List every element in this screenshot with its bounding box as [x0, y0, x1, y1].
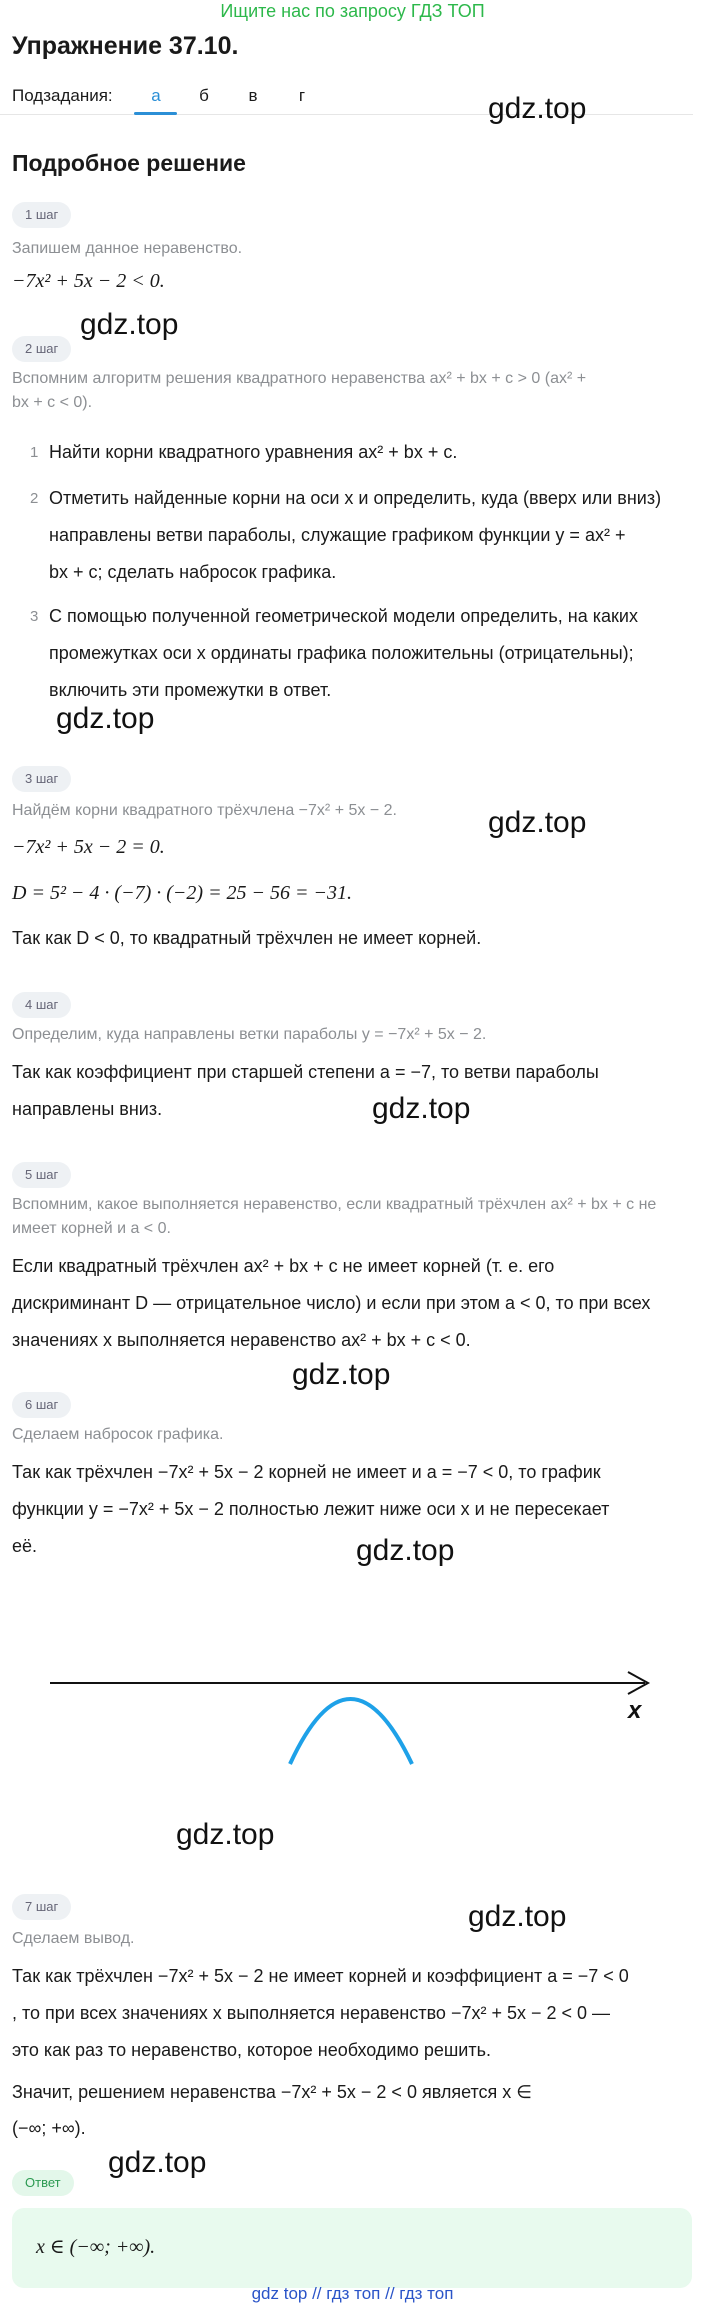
- step-text: Так как D < 0, то квадратный трёхчлен не имеет корней.: [12, 928, 482, 948]
- step-text: Значит, решением неравенства −7x² + 5x − 2 < 0 является x ∈: [12, 2082, 532, 2102]
- list-item: bx + c; сделать набросок графика.: [49, 562, 337, 582]
- step-text: Так как коэффициент при старшей степени a = −7, то ветви параболы: [12, 1062, 599, 1082]
- step-badge: 1 шаг: [12, 202, 71, 228]
- list-item: С помощью полученной геометрической модели определить, на каких: [49, 606, 638, 626]
- list-item: Найти корни квадратного уравнения ax² + bx + c.: [49, 442, 458, 462]
- watermark: gdz.top: [108, 2146, 207, 2179]
- step-caption: Запишем данное неравенство.: [12, 240, 243, 257]
- step-math: D = 5² − 4 · (−7) · (−2) = 25 − 56 = −31.: [12, 882, 353, 904]
- step-text: направлены вниз.: [12, 1099, 163, 1119]
- step-text: Так как трёхчлен −7x² + 5x − 2 не имеет корней и коэффициент a = −7 < 0: [12, 1966, 629, 1986]
- subtask-tab-g[interactable]: г: [298, 86, 306, 105]
- step-text: это как раз то неравенство, которое необходимо решить.: [12, 2040, 491, 2060]
- step-text: дискриминант D — отрицательное число) и если при этом a < 0, то при всех: [12, 1293, 651, 1313]
- step-caption: имеет корней и a < 0.: [12, 1220, 171, 1237]
- step-text: её.: [12, 1536, 38, 1556]
- watermark: gdz.top: [176, 1818, 275, 1851]
- step-badge: 3 шаг: [12, 766, 71, 792]
- page-title: Упражнение 37.10.: [12, 32, 239, 60]
- x-axis-label: x: [628, 1697, 642, 1724]
- step-math: −7x² + 5x − 2 < 0.: [12, 270, 165, 292]
- watermark: gdz.top: [468, 1900, 567, 1933]
- step-caption: Сделаем набросок графика.: [12, 1426, 224, 1443]
- step-caption: Вспомним алгоритм решения квадратного неравенства ax² + bx + c > 0 (ax² +: [12, 370, 587, 387]
- step-caption: Сделаем вывод.: [12, 1930, 135, 1947]
- top-banner[interactable]: Ищите нас по запросу ГДЗ ТОП: [220, 1, 485, 21]
- step-caption: Найдём корни квадратного трёхчлена −7x² + 5x − 2.: [12, 802, 397, 819]
- answer-badge: Ответ: [12, 2170, 74, 2196]
- section-title: Подробное решение: [12, 150, 246, 176]
- step-caption: Вспомним, какое выполняется неравенство, если квадратный трёхчлен ax² + bx + c не: [12, 1196, 657, 1213]
- tabs-divider: [0, 114, 693, 115]
- list-number: 3: [30, 608, 39, 625]
- step-caption: bx + c < 0).: [12, 394, 93, 411]
- list-item: промежутках оси x ординаты графика положительны (отрицательны);: [49, 643, 634, 663]
- subtask-tab-a[interactable]: а: [151, 86, 161, 105]
- list-number: 2: [30, 490, 39, 507]
- answer-value: x ∈ (−∞; +∞).: [36, 2236, 156, 2258]
- step-badge: 7 шаг: [12, 1894, 71, 1920]
- watermark: gdz.top: [488, 92, 587, 125]
- watermark: gdz.top: [488, 806, 587, 839]
- subtasks-label: Подзадания:: [12, 86, 113, 105]
- subtask-tab-v[interactable]: в: [248, 86, 258, 105]
- list-item: направлены ветви параболы, служащие графиком функции y = ax² +: [49, 525, 626, 545]
- footer-links[interactable]: gdz top // гдз топ // гдз топ: [251, 2284, 454, 2303]
- list-item: включить эти промежутки в ответ.: [49, 680, 332, 700]
- step-badge: 5 шаг: [12, 1162, 71, 1188]
- list-number: 1: [30, 444, 39, 461]
- step-badge: 2 шаг: [12, 336, 71, 362]
- watermark: gdz.top: [56, 702, 155, 735]
- step-badge: 4 шаг: [12, 992, 71, 1018]
- step-text: значениях x выполняется неравенство ax² + bx + c < 0.: [12, 1330, 471, 1350]
- watermark: gdz.top: [372, 1092, 471, 1125]
- watermark: gdz.top: [80, 308, 179, 341]
- step-text: (−∞; +∞).: [12, 2118, 86, 2138]
- step-caption: Определим, куда направлены ветки параболы y = −7x² + 5x − 2.: [12, 1026, 487, 1043]
- watermark: gdz.top: [356, 1534, 455, 1567]
- subtask-tab-b[interactable]: б: [199, 86, 209, 105]
- step-text: Так как трёхчлен −7x² + 5x − 2 корней не имеет и a = −7 < 0, то график: [12, 1462, 601, 1482]
- parabola-curve: [290, 1699, 412, 1764]
- step-math: −7x² + 5x − 2 = 0.: [12, 836, 165, 858]
- active-tab-underline: [134, 112, 177, 115]
- step-text: , то при всех значениях x выполняется неравенство −7x² + 5x − 2 < 0 —: [12, 2003, 611, 2023]
- step-badge: 6 шаг: [12, 1392, 71, 1418]
- step-text: Если квадратный трёхчлен ax² + bx + c не имеет корней (т. е. его: [12, 1256, 555, 1276]
- list-item: Отметить найденные корни на оси x и определить, куда (вверх или вниз): [49, 488, 662, 508]
- step-text: функции y = −7x² + 5x − 2 полностью лежит ниже оси x и не пересекает: [12, 1499, 610, 1519]
- parabola-sketch: [0, 1650, 705, 1780]
- watermark: gdz.top: [292, 1358, 391, 1391]
